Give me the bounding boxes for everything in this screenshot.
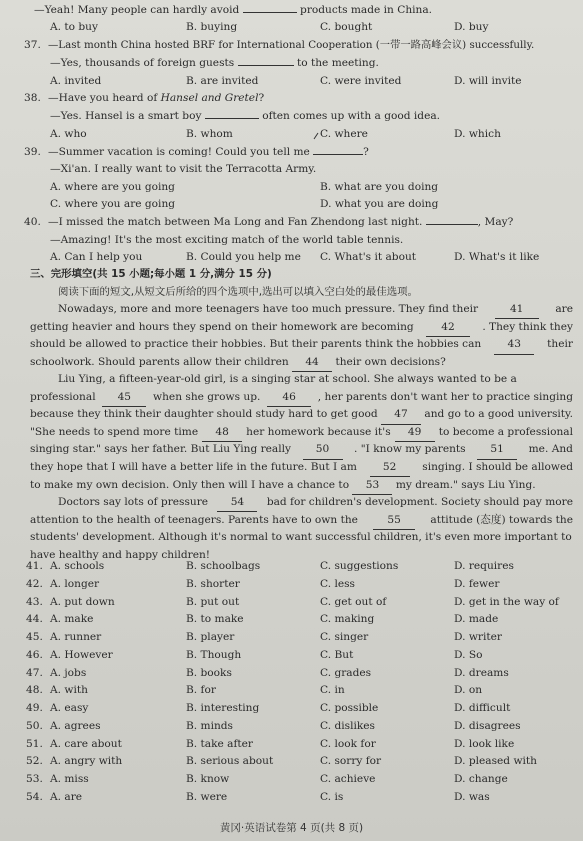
option: C. But (320, 648, 354, 661)
option: A. who (50, 128, 87, 140)
passage-line: because they think their daughter should study hard to get good 47 and go to a good university. (30, 406, 573, 424)
option: A. make (50, 613, 94, 626)
option: B. are invited (186, 75, 259, 87)
option: B. Though (186, 648, 242, 661)
option: A. agrees (50, 719, 101, 732)
option: C. suggestions (320, 560, 399, 572)
option: D. made (454, 613, 499, 626)
question-number: 48. (26, 684, 43, 697)
passage-line: to make my own decision. Only then will I have a chance to 53 my dream." says Liu Ying. (30, 477, 573, 495)
answer-blank (426, 224, 478, 225)
option: A. longer (50, 577, 100, 590)
cloze-blank: 51 (477, 441, 517, 459)
option: B. buying (186, 21, 238, 33)
passage-line: they hope that I will have a better life in the future. But I am 52 singing. I should be allowed (30, 459, 573, 477)
option: D. pleased with (454, 755, 537, 768)
option: A. schools (50, 560, 105, 572)
cloze-blank: 52 (370, 459, 410, 477)
passage-line: Doctors say lots of pressure 54 bad for children's development. Society should pay more (58, 494, 573, 512)
option: D. change (454, 773, 508, 785)
option: C. singer (320, 631, 369, 643)
option: A. care about (50, 737, 122, 750)
section-heading: 三、完形填空(共 15 小题;每小题 1 分,满分 15 分) (30, 268, 272, 280)
option: D. get in the way of (454, 595, 559, 608)
option: A. angry with (50, 755, 123, 768)
option: A. put down (50, 595, 115, 608)
option: B. for (186, 684, 216, 697)
section-instruction: 阅读下面的短文,从短文后所给的四个选项中,选出可以填入空白处的最佳选项。 (58, 286, 418, 298)
question-number: 52. (26, 755, 43, 768)
option: D. on (454, 684, 483, 697)
option: C. dislikes (320, 719, 375, 732)
option: A. jobs (50, 666, 87, 679)
option: A. Can I help you (50, 251, 143, 263)
question-number: 44. (26, 613, 43, 626)
question-number: 38. (24, 92, 41, 104)
answer-blank (205, 118, 259, 119)
cloze-blank: 45 (102, 389, 146, 407)
page-footer: 黄冈·英语试卷第 4 页(共 8 页) (219, 822, 364, 834)
passage-line: have healthy and happy children! (30, 548, 211, 561)
question-number: 45. (26, 631, 43, 643)
option: A. However (50, 648, 113, 661)
option: B. were (186, 790, 228, 803)
passage-line: singing star." says her father. But Liu Ying really 50 . "I know my parents 51 me. And (30, 441, 573, 459)
cloze-blank: 55 (373, 512, 415, 530)
option: B. know (186, 773, 230, 785)
option: C. get out of (320, 595, 387, 608)
option: B. serious about (186, 755, 274, 768)
answer-tick-mark (313, 131, 322, 140)
question-number: 50. (26, 719, 43, 732)
question-number: 43. (26, 595, 43, 608)
q37-line2: —Yes, thousands of foreign guests to the meeting. (50, 57, 379, 69)
option: B. take after (186, 737, 253, 750)
question-number: 49. (26, 702, 43, 714)
option: C. achieve (320, 773, 376, 785)
answer-blank (238, 65, 294, 66)
question-number: 53. (26, 773, 43, 785)
question-number: 46. (26, 648, 43, 661)
option: C. where (320, 128, 368, 140)
option: D. look like (454, 737, 515, 750)
option: C. look for (320, 737, 376, 750)
option: A. to buy (50, 21, 98, 33)
cloze-blank: 54 (217, 494, 257, 512)
question-number: 37. (24, 39, 41, 51)
cloze-blank: 50 (303, 441, 343, 459)
q39-line2: —Xi'an. I really want to visit the Terracotta Army. (50, 163, 317, 175)
option: A. easy (50, 702, 89, 714)
question-number: 54. (26, 790, 43, 803)
option: C. bought (320, 21, 373, 33)
option: C. making (320, 613, 375, 626)
cloze-blank: 42 (426, 319, 470, 337)
option: D. difficult (454, 702, 511, 714)
cloze-blank: 41 (495, 301, 539, 319)
option: B. put out (186, 595, 240, 608)
cloze-blank: 48 (202, 424, 242, 442)
answer-blank (243, 12, 297, 13)
option: B. interesting (186, 702, 260, 714)
question-number: 42. (26, 577, 43, 590)
option: C. were invited (320, 75, 402, 87)
option: C. sorry for (320, 755, 382, 768)
passage-line: Nowadays, more and more teenagers have too much pressure. They find their 41 are (58, 301, 573, 319)
passage-line: should be allowed to practice their hobbies. But their parents think the hobbies can 43 their (30, 336, 573, 354)
option: B. schoolbags (186, 560, 261, 572)
option: B. minds (186, 719, 233, 732)
passage-line: Liu Ying, a fifteen-year-old girl, is a singing star at school. She always wanted to be a (58, 373, 517, 385)
option: A. are (50, 790, 83, 803)
option: A. miss (50, 773, 89, 785)
cloze-blank: 43 (494, 336, 534, 354)
answer-blank (313, 154, 363, 155)
option: B. whom (186, 128, 233, 140)
question-number: 51. (26, 737, 43, 750)
option: C. possible (320, 702, 379, 714)
passage-line: schoolwork. Should parents allow their children 44 their own decisions? (30, 354, 573, 372)
cloze-blank: 47 (381, 406, 421, 424)
option: B. books (186, 666, 232, 679)
option: C. where you are going (50, 198, 176, 210)
option: B. Could you help me (186, 251, 301, 263)
option: D. was (454, 790, 490, 803)
option: A. invited (50, 75, 102, 87)
option: D. fewer (454, 577, 500, 590)
option: C. in (320, 684, 345, 697)
passage-line: students' development. Although it's normal to want successful children, it's even more important to (30, 531, 572, 544)
option: D. which (454, 128, 501, 140)
option: C. less (320, 577, 355, 590)
q36-line1: —Yeah! Many people can hardly avoid products made in China. (34, 4, 433, 16)
option: A. runner (50, 631, 102, 643)
question-number: 47. (26, 666, 43, 679)
option: A. with (50, 684, 88, 697)
option: D. requires (454, 560, 514, 572)
cloze-blank: 46 (267, 389, 311, 407)
option: B. what are you doing (320, 181, 439, 193)
option: A. where are you going (50, 181, 175, 193)
cloze-blank: 44 (292, 354, 332, 372)
option: C. What's it about (320, 251, 417, 263)
option: C. is (320, 790, 344, 803)
option: B. player (186, 631, 235, 643)
question-number: 40. (24, 216, 41, 228)
passage-line: professional 45 when she grows up. 46 , her parents don't want her to practice singing (30, 389, 573, 407)
question-number: 39. (24, 146, 41, 158)
option: C. grades (320, 666, 372, 679)
option: D. disagrees (454, 719, 521, 732)
option: D. buy (454, 21, 489, 33)
option: D. what you are doing (320, 198, 439, 210)
option: D. will invite (454, 75, 522, 87)
passage-line: "She needs to spend more time 48 her homework because it's 49 to become a professional (30, 424, 573, 442)
cloze-blank: 49 (395, 424, 435, 442)
option: D. So (454, 648, 483, 661)
q38-line2: —Yes. Hansel is a smart boy often comes up with a good idea. (50, 110, 441, 122)
question-number: 41. (26, 560, 43, 572)
exam-page: —Yeah! Many people can hardly avoid products made in China. A. to buy B. buying C. bought D. buy 37. —Last month China hosted BRF for International Cooperation (一带一路高峰会议) successfully. —Yes, thousands of foreign guests to the meeting. A. invited B. are invited C. were invited D. will invite 38. —Have you heard of Hansel and Gretel? —Yes. Hansel is a smart boy often comes up with a good idea. A. who B. whom C. where D. which 39. —Summer vacation is coming! Could you tell me ? —Xi'an. I really want to visit the Terracotta Army. A. where are you going B. what are you doing C. where you are going D. what you are doing 40. —I missed the match between Ma Long and Fan Zhendong last night. , May? —Amazing! It's the most exciting match of the world table tennis. A. Can I help you B. Could you help me C. What's it about D. What's it like 三、完形填空(共 15 小题;每小题 1 分,满分 15 分) 阅读下面的短文,从短文后所给的四个选项中,选出可以填入空白处的最佳选项。 Nowadays, more and more teenagers have too much pressure. They find their 41 are getting heavier and hours they spend on their homework are becoming 42 . They think they should be allowed to practice their hobbies. But their parents think the hobbies can 43 their schoolwork. Should parents allow their children 44 their own decisions? Liu Ying, a fifteen-year-old girl, is a singing star at school. She always wanted to be a professional 45 when she grows up. 46 , her parents don't want her to practice singing because they think their daughter should study hard to get good 47 and go to a good university. "She needs to spend more time 48 her homework because it's 49 to become a professional singing star." says her father. But Liu Ying really 50 . "I know my parents 51 me. And they hope that I will have a better life in the future. But I am 52 singing. I should be allowed to make my own decision. Only then will I have a chance to 53 my dream." says Liu Ying. Doctors say lots of pressure 54 bad for children's development. Society should pay more attention to the health of teenagers. Parents have to own the 55 attitude (态度) towards the students' development. Although it's normal to want successful children, it's even more important to have healthy and happy children! 41. A. schools B. schoolbags C. suggestions D. requires 42. A. longer B. shorter C. less D. fewer 43. A. put down B. put out C. get out of D. get in the way of 44. A. make B. to make C. making D. made 45. A. runner B. player C. singer D. writer 46. A. However B. Though C. But D. So 47. A. jobs B. books C. grades D. dreams 48. A. with B. for C. in D. on 49. A. easy B. interesting C. possible D. difficult 50. A. agrees B. minds C. dislikes D. disagrees 51. A. care about B. take after C. look for D. look like 52. A. angry with B. serious about C. sorry for D. pleased with 53. A. miss B. know C. achieve D. change 54. A. are B. were C. is D. was 黄冈·英语试卷第 4 页(共 8 页) (0, 0, 583, 841)
option: D. writer (454, 631, 502, 643)
passage-line: getting heavier and hours they spend on their homework are becoming 42 . They think they (30, 319, 573, 337)
q40-line2: —Amazing! It's the most exciting match of the world table tennis. (50, 234, 404, 246)
option: B. to make (186, 613, 244, 626)
option: B. shorter (186, 577, 240, 590)
option: D. What's it like (454, 251, 540, 263)
option: D. dreams (454, 666, 509, 679)
cloze-blank: 53 (352, 477, 392, 495)
book-title: Hansel and Gretel (160, 92, 259, 104)
passage-line: attention to the health of teenagers. Parents have to own the 55 attitude (态度) towards the (30, 512, 573, 530)
